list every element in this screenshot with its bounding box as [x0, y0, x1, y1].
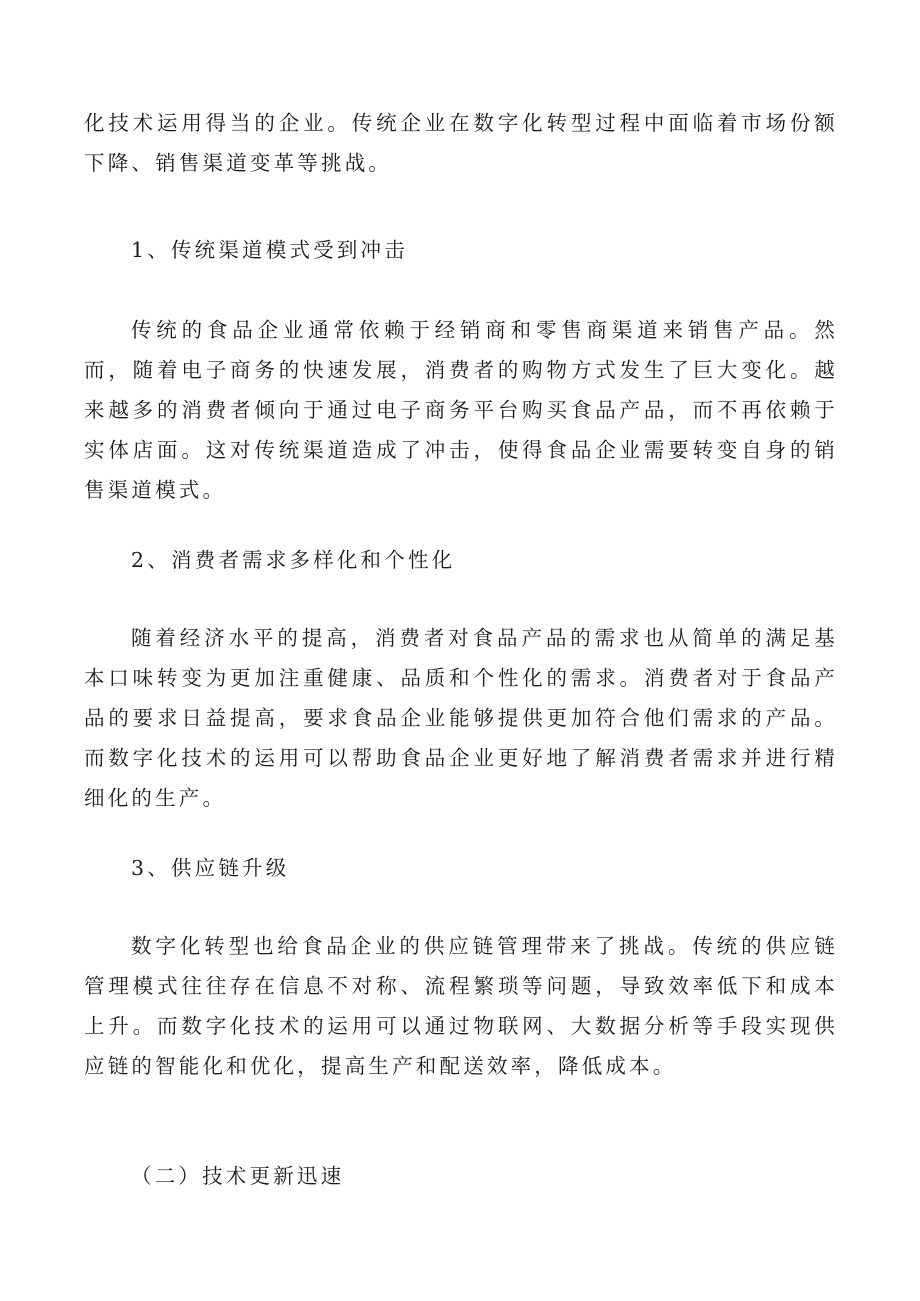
- chapter-subheading: （二）技术更新迅速: [131, 1164, 345, 1188]
- section-heading-2: 2、消费者需求多样化和个性化: [131, 548, 456, 572]
- paragraph-intro-continuation: 化技术运用得当的企业。传统企业在数字化转型过程中面临着市场份额下降、销售渠道变革等挑战。: [84, 111, 838, 175]
- paragraph-supply-chain: 数字化转型也给食品企业的供应链管理带来了挑战。传统的供应链管理模式往往存在信息不对称、流程繁琐等问题，导致效率低下和成本上升。而数字化技术的运用可以通过物联网、大数据分析等手段实现供应链的智能化和优化，提高生产和配送效率，降低成本。: [84, 934, 838, 1078]
- paragraph-traditional-channels: 传统的食品企业通常依赖于经销商和零售商渠道来销售产品。然而，随着电子商务的快速发展，消费者的购物方式发生了巨大变化。越来越多的消费者倾向于通过电子商务平台购买食品产品，而不再依赖于实体店面。这对传统渠道造成了冲击，使得食品企业需要转变自身的销售渠道模式。: [84, 318, 838, 502]
- section-heading-1: 1、传统渠道模式受到冲击: [131, 238, 408, 262]
- paragraph-consumer-demand: 随着经济水平的提高，消费者对食品产品的需求也从简单的满足基本口味转变为更加注重健康、品质和个性化的需求。消费者对于食品产品的要求日益提高，要求食品企业能够提供更加符合他们需求的产品。而数字化技术的运用可以帮助食品企业更好地了解消费者需求并进行精细化的生产。: [84, 626, 838, 810]
- section-heading-3: 3、供应链升级: [131, 856, 290, 880]
